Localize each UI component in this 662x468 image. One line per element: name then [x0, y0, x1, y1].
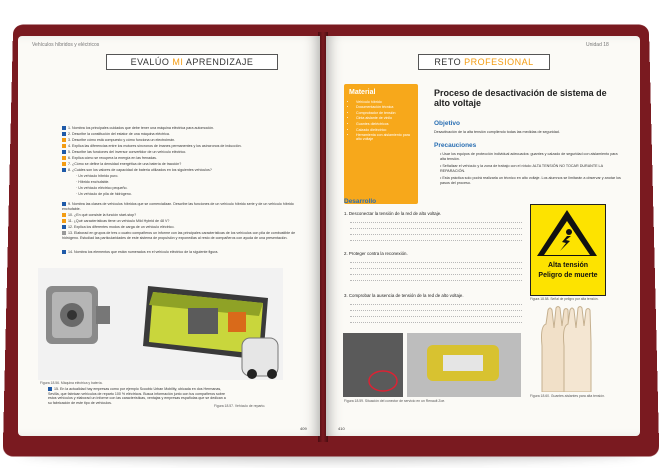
question-item: 11. ¿Qué características tiene un vehículo Mild Hybrid de 48 V?: [62, 219, 312, 224]
bullet-icon: [62, 144, 66, 148]
material-item: • Comprobador de tensión: [356, 111, 414, 115]
warning-text-2: Peligro de muerte: [538, 272, 598, 279]
question-item: 12. Explica los diferentes modos de carga de un vehículo eléctrico.: [62, 225, 312, 230]
answer-line: [350, 222, 522, 223]
question-item: 3. Describe cómo está compuesto y cómo funciona un electroimán.: [62, 138, 312, 143]
bullet-icon: [62, 138, 66, 142]
question-subitem: · Híbrido enchufable.: [76, 180, 110, 184]
bullet-icon: [62, 250, 66, 254]
warning-text-1: Alta tensión: [547, 262, 589, 269]
bullet-icon: [62, 225, 66, 229]
question-subitem: · Un vehículo de pila de hidrógeno.: [76, 192, 132, 196]
banner-text-reto: RETO: [434, 57, 465, 67]
bullet-icon: [62, 162, 66, 166]
question-item: 2. Describe la constitución del estator de una máquina eléctrica.: [62, 132, 312, 137]
caption-gloves: Figura 18.60. Guantes aislantes para alta tensión.: [530, 394, 606, 398]
banner-text-1: EVALÚO: [130, 57, 173, 67]
bullet-icon: [62, 132, 66, 136]
motor-battery-figure: [38, 268, 283, 380]
gloves-photo: [536, 306, 596, 392]
step-item: 2. Proteger contra la reconexión.: [344, 251, 408, 256]
material-item: • Guantes dieléctricos: [356, 122, 414, 126]
running-head-right: Unidad 18: [586, 42, 609, 48]
question-item: 8. ¿Cuáles son los valores de capacidad de batería utilizados en los siguientes vehículos?: [62, 168, 312, 173]
question-15: 15. En la actualidad hay empresas como por ejemplo Scoobic Urban Mobility, ubicada en dos Hermanas, Sevilla, que fabrican vehículos de reparto 100 % eléctricos. Busca información junto con tus compañeros sobre estos vehículos y elaborad un informe con las características, ventajas y empresas españolas que se dedican a su fabricación de este tipo de vehículos.: [48, 387, 226, 405]
desarrollo-heading: Desarrollo: [344, 198, 377, 205]
bullet-icon: [62, 219, 66, 223]
material-sidebar: [344, 84, 418, 204]
material-item: • Documentación técnica: [356, 105, 414, 109]
bullet-icon: [62, 126, 66, 130]
question-item: 6. Explica cómo se recupera la energía en las frenadas.: [62, 156, 312, 161]
question-item: 14. Nombra los elementos que están numerados en el vehículo eléctrico de la siguiente figura.: [62, 250, 312, 255]
scooter-image: [242, 338, 278, 379]
material-item: • Calzado dieléctrico: [356, 128, 414, 132]
precauciones-heading: Precauciones: [434, 142, 477, 149]
step-item: 3. Comprobar la ausencia de tensión de la red de alto voltaje.: [344, 293, 464, 298]
bullet-icon: [62, 202, 66, 206]
bullet-icon: [62, 156, 66, 160]
page-number-left: 409: [300, 426, 307, 431]
fig-caption-motor: Figura 18.56. Máquina eléctrica y batería.: [40, 381, 103, 385]
answer-line: [350, 304, 522, 305]
step-item: 1. Desconectar la tensión de la red de alto voltaje.: [344, 211, 442, 216]
answer-line: [350, 310, 522, 311]
question-item: 9. Nombra las clases de vehículos híbridos que se comercializan. Describe las funciones de un vehículo híbrido serie y de un vehículo híbrido enchufable.: [62, 202, 294, 211]
electric-shock-icon: [556, 228, 578, 252]
answer-line: [350, 262, 522, 263]
material-item: • Cinta aislante de vinilo: [356, 116, 414, 120]
bullet-icon: [62, 231, 66, 235]
question-item: 13. Elaborad en grupos de tres o cuatro compañeros un informe con las principales características de los vehículos con pila de combustible de hidrógeno. Estudiad las particularidades de este sistema de propulsión y exponedlas al resto de compañeros con ayuda de una presentación.: [62, 231, 296, 240]
question-item: 4. Explica las diferencias entre los motores síncronos de imanes permanentes y los asíncronos de inducción.: [62, 144, 312, 149]
answer-line: [350, 274, 522, 275]
material-item: • Herramienta con aislamiento para alto voltaje: [356, 133, 414, 141]
objetivo-heading: Objetivo: [434, 120, 461, 127]
question-subitem: · Un vehículo híbrido puro.: [76, 174, 119, 178]
precaution-item: • Esta práctica solo podrá realizarla un técnico en alto voltaje. Los alumnos se limitarán a observar y anotar los pasos del proceso.: [440, 176, 621, 185]
objetivo-text: Desactivación de la alta tensión cumpliendo todas las medidas de seguridad.: [434, 130, 560, 134]
caption-warning: Figura 18.58. Señal de peligro por alta tensión.: [530, 297, 599, 301]
reto-banner: [418, 54, 550, 70]
bullet-icon: [48, 387, 52, 391]
material-list: [344, 100, 418, 142]
material-title: Material: [349, 89, 376, 96]
banner-text-3: APRENDIZAJE: [183, 57, 254, 67]
connector-photos: [343, 333, 521, 397]
material-item: • Vehículo híbrido: [356, 100, 414, 104]
question-subitem: · Un vehículo eléctrico pequeño.: [76, 186, 128, 190]
banner-text-2: MI: [172, 57, 184, 67]
page-number-right: 410: [338, 426, 345, 431]
precaution-item: • Señalizar el vehículo y la zona de trabajo con el rótulo: ALTA TENSIÓN NO TOCAR DURANTE LA REPARACIÓN.: [440, 164, 603, 173]
caption-connector: Figura 18.59. Situación del conector de servicio en un Renault Zoe.: [344, 399, 446, 403]
answer-line: [350, 280, 522, 281]
bullet-icon: [62, 213, 66, 217]
question-item: 1. Nombra los principales cuidados que debe tener una máquina eléctrica para automoción.: [62, 126, 312, 131]
answer-line: [350, 316, 522, 317]
answer-line: [350, 322, 522, 323]
answer-line: [350, 240, 522, 241]
question-item: 7. ¿Cómo se define la densidad energética de una batería de tracción?: [62, 162, 312, 167]
question-item: 10. ¿En qué consiste la función start-stop?: [62, 213, 312, 218]
evaluo-banner: [106, 54, 278, 70]
running-head-left: Vehículos híbridos y eléctricos: [32, 42, 100, 48]
left-page: [18, 36, 320, 436]
precaution-item: • Usar los equipos de protección individual adecuados: guantes y calzado de seguridad con aislamiento para alta tensión.: [440, 152, 618, 161]
reto-title: Proceso de desactivación de sistema de alto voltaje: [434, 88, 607, 108]
question-item: 5. Describe las funciones del inversor convertidor de un vehículo eléctrico.: [62, 150, 312, 155]
banner-text-profesional: PROFESIONAL: [464, 57, 534, 67]
answer-line: [350, 228, 522, 229]
answer-line: [350, 234, 522, 235]
fig-caption-scooter: Figura 18.57. Vehículo de reparto.: [214, 404, 266, 408]
bullet-icon: [62, 150, 66, 154]
answer-line: [350, 268, 522, 269]
bullet-icon: [62, 168, 66, 172]
